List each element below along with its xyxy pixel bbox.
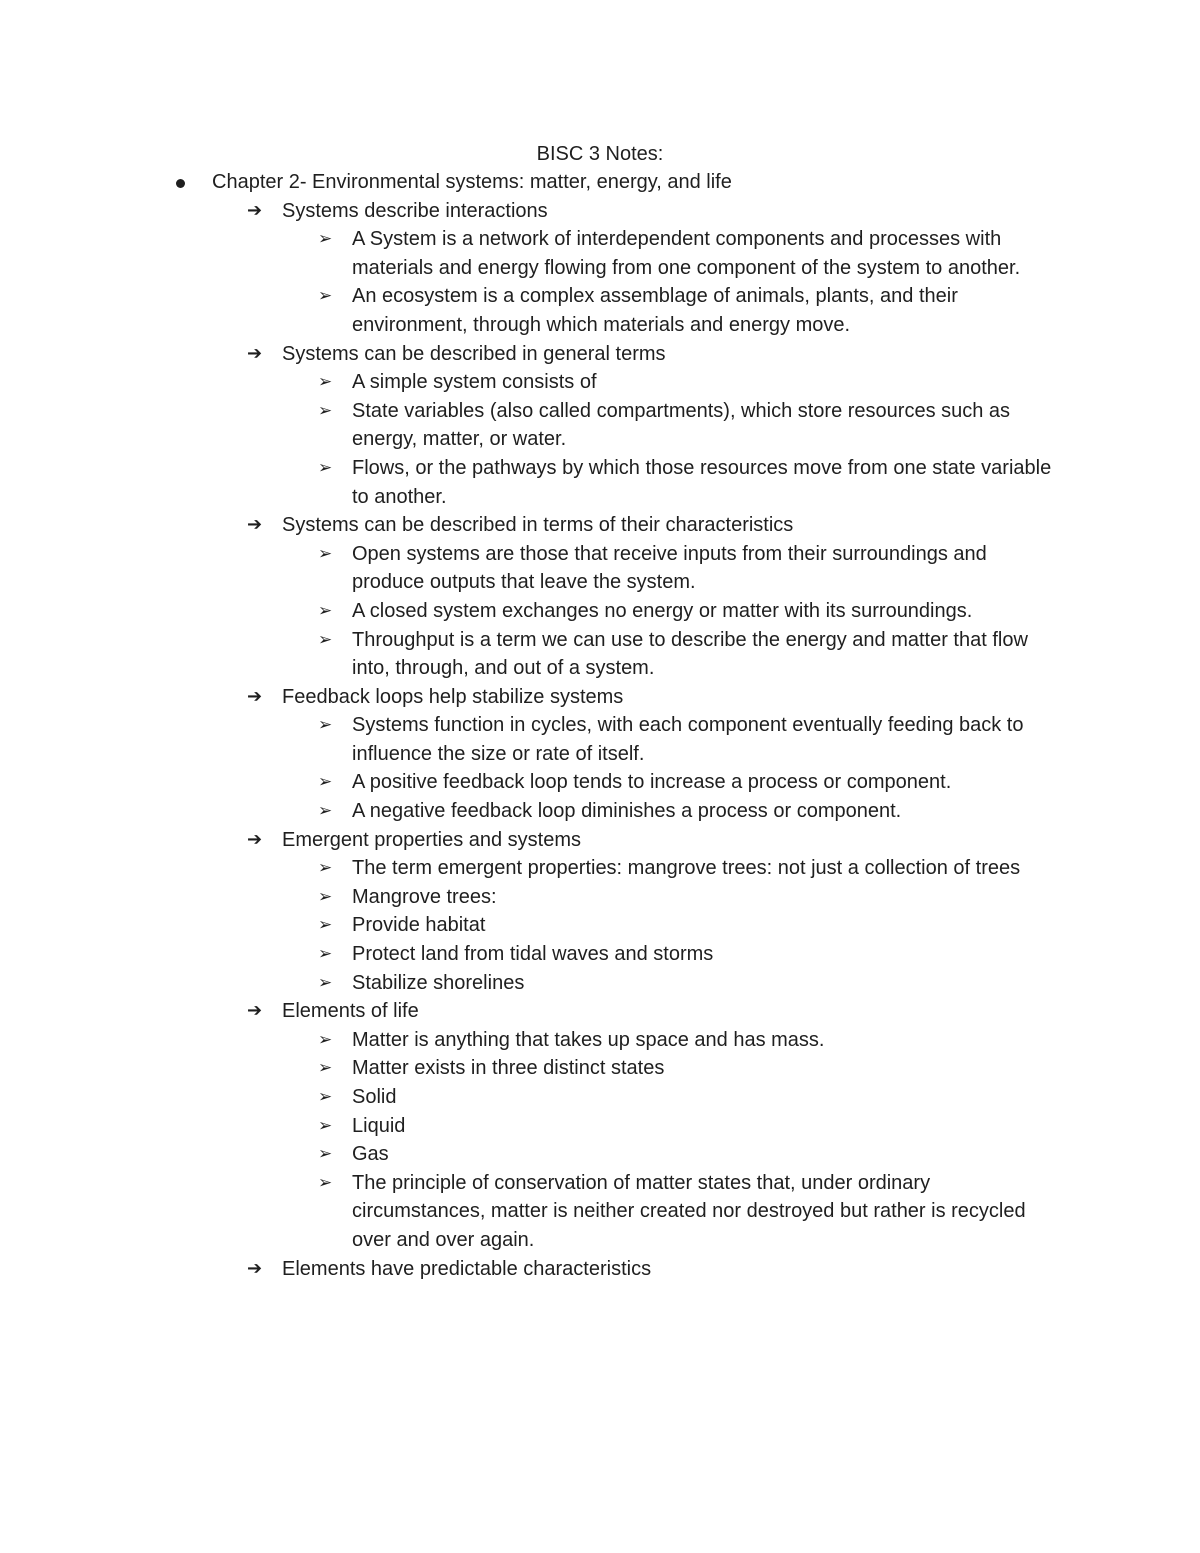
list-item-text: The principle of conservation of matter states that, under ordinary circumstances, matter is neither created nor destroyed but rather is recycled over and over again. [352,1171,1026,1251]
arrowhead-bullet-icon: ➢ [318,600,333,621]
section-heading [0,683,1200,712]
arrowhead-bullet-icon: ➢ [318,915,333,936]
section-heading [0,826,1200,855]
section-heading [0,1255,1200,1284]
list-item-text: Open systems are those that receive inputs from their surroundings and produce outputs that leave the system. [352,542,987,594]
arrow-icon: ➔ [247,199,263,221]
list-item [0,797,1200,826]
list-item [0,711,1200,768]
list-item [0,1112,1200,1141]
list-item [0,911,1200,940]
section-heading-text: Feedback loops help stabilize systems [282,685,624,708]
list-item-text: Protect land from tidal waves and storms [352,943,714,966]
list-item-text: Matter is anything that takes up space and has mass. [352,1028,825,1051]
list-item [0,368,1200,397]
arrowhead-bullet-icon: ➢ [318,1029,333,1050]
list-item [0,854,1200,883]
list-item-text: Systems function in cycles, with each component eventually feeding back to influence the size or rate of itself. [352,714,1024,765]
list-item [0,454,1200,511]
arrow-icon: ➔ [247,1000,263,1022]
list-item [0,1140,1200,1169]
list-item-text: A simple system consists of [352,371,597,394]
list-item-text: Flows, or the pathways by which those resources move from one state variable to another. [352,456,1052,508]
arrowhead-bullet-icon: ➢ [318,372,333,393]
section-heading [0,997,1200,1026]
section-heading-text: Elements of life [282,1000,419,1023]
arrowhead-bullet-icon: ➢ [318,457,333,478]
arrowhead-bullet-icon: ➢ [318,1087,333,1107]
arrowhead-bullet-icon: ➢ [318,886,333,907]
arrowhead-bullet-icon: ➢ [318,400,333,421]
list-item [0,940,1200,969]
bullet-icon [176,179,185,188]
arrowhead-bullet-icon: ➢ [318,801,333,822]
section-heading [0,340,1200,369]
list-item-text: A System is a network of interdependent components and processes with materials and energy flowing from one component of the system to another. [352,228,1021,279]
arrowhead-bullet-icon: ➢ [318,1172,333,1193]
arrow-icon: ➔ [247,1257,263,1279]
list-item-text: A negative feedback loop diminishes a process or component. [352,800,902,823]
arrowhead-bullet-icon: ➢ [318,229,333,250]
arrowhead-bullet-icon: ➢ [318,1144,333,1165]
list-item [0,597,1200,626]
list-item [0,282,1200,339]
list-item [0,1026,1200,1055]
list-item [0,1054,1200,1083]
list-item [0,225,1200,282]
section-heading-text: Systems can be described in terms of their characteristics [282,514,794,537]
list-item-text: Mangrove trees: [352,885,497,908]
list-item [0,1083,1200,1112]
list-item [0,540,1200,597]
list-item-text: State variables (also called compartments), which store resources such as energy, matter, or water. [352,399,1011,451]
section-heading-text: Systems can be described in general terms [282,342,666,365]
list-item [0,397,1200,454]
arrowhead-bullet-icon: ➢ [318,944,333,965]
list-item-text: The term emergent properties: mangrove trees: not just a collection of trees [352,857,1021,880]
arrowhead-bullet-icon: ➢ [318,858,333,879]
arrow-icon: ➔ [247,685,263,707]
chapter-title: Chapter 2- Environmental systems: matter, energy, and life [212,171,732,193]
arrow-icon: ➔ [247,514,263,536]
list-item-text: An ecosystem is a complex assemblage of animals, plants, and their environment, through which materials and energy move. [352,285,958,336]
section-heading-text: Emergent properties and systems [282,828,582,851]
arrowhead-bullet-icon: ➢ [318,1115,333,1136]
section-heading-text: Elements have predictable characteristics [282,1257,652,1280]
section-heading [0,197,1200,226]
list-item-text: Provide habitat [352,914,486,937]
arrowhead-bullet-icon: ➢ [318,629,333,650]
list-item-text: Matter exists in three distinct states [352,1057,665,1080]
arrowhead-bullet-icon: ➢ [318,286,333,307]
arrowhead-bullet-icon: ➢ [318,1058,333,1079]
arrowhead-bullet-icon: ➢ [318,715,333,736]
notes-outline [0,168,1200,1283]
arrow-icon: ➔ [247,828,263,850]
page-title: BISC 3 Notes: [536,143,664,165]
section-heading [0,511,1200,540]
list-item-text: A positive feedback loop tends to increase a process or component. [352,771,952,794]
arrowhead-bullet-icon: ➢ [318,972,333,993]
arrowhead-bullet-icon: ➢ [318,772,333,793]
list-item-text: Liquid [352,1114,406,1137]
list-item-text: Stabilize shorelines [352,971,525,994]
list-item [0,768,1200,797]
list-item-text: Solid [352,1086,397,1108]
list-item-text: A closed system exchanges no energy or matter with its surroundings. [352,599,973,622]
list-item [0,969,1200,998]
list-item [0,1169,1200,1255]
list-item-text: Throughput is a term we can use to describe the energy and matter that flow into, through, and out of a system. [352,628,1028,680]
chapter-item [0,168,1200,197]
arrowhead-bullet-icon: ➢ [318,543,333,564]
list-item [0,883,1200,912]
section-heading-text: Systems describe interactions [282,199,548,222]
list-item [0,626,1200,683]
list-item-text: Gas [352,1143,389,1166]
arrow-icon: ➔ [247,342,263,364]
